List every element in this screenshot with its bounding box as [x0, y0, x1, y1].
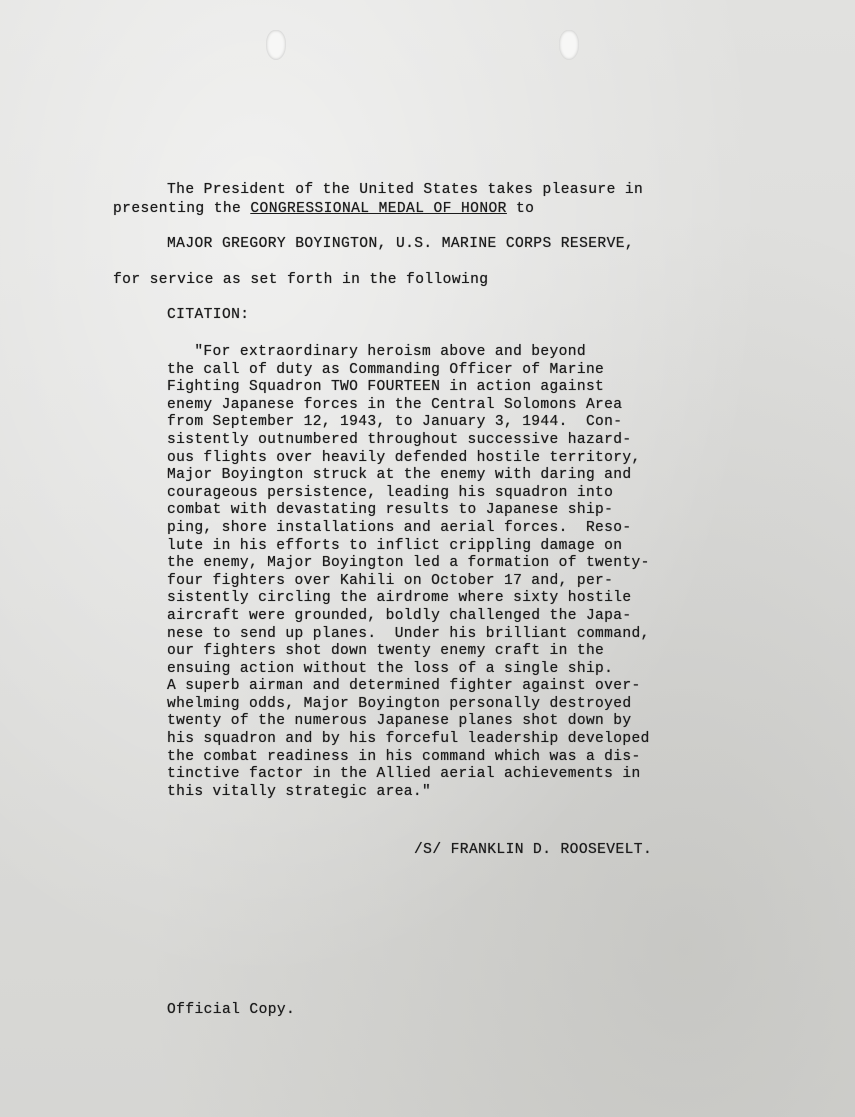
recipient-line: MAJOR GREGORY BOYINGTON, U.S. MARINE CORPS RESERVE, [167, 236, 635, 252]
citation-line: from September 12, 1943, to January 3, 1944. Con- [167, 414, 623, 431]
citation-line: nese to send up planes. Under his brilliant command, [167, 625, 650, 642]
citation-line: his squadron and by his forceful leadership developed [167, 731, 650, 748]
service-line: for service as set forth in the following [113, 272, 489, 288]
citation-line: "For extraordinary heroism above and beyond [167, 344, 586, 360]
citation-line: this vitally strategic area." [167, 783, 432, 800]
citation-line: sistently circling the airdrome where sixty hostile [167, 590, 632, 607]
citation-line: lute in his efforts to inflict crippling damage on [167, 537, 623, 554]
citation-heading: CITATION: [167, 307, 250, 323]
citation-line: tinctive factor in the Allied aerial achievements in [167, 766, 641, 783]
intro-line-1: The President of the United States takes pleasure in [167, 182, 644, 198]
punch-hole-left [266, 30, 286, 60]
punch-hole-right [559, 30, 579, 60]
citation-line: whelming odds, Major Boyington personally destroyed [167, 695, 632, 712]
official-copy-footer: Official Copy. [167, 1002, 296, 1018]
citation-line: enemy Japanese forces in the Central Solomons Area [167, 396, 623, 413]
citation-body [167, 344, 650, 801]
citation-line: four fighters over Kahili on October 17 and, per- [167, 572, 614, 589]
intro-line-2-suffix: to [506, 201, 535, 217]
citation-line: ping, shore installations and aerial forces. Reso- [167, 519, 632, 536]
signature-line: /S/ FRANKLIN D. ROOSEVELT. [414, 842, 653, 858]
citation-line: aircraft were grounded, boldly challenged the Japa- [167, 607, 632, 624]
citation-line: the call of duty as Commanding Officer of Marine [167, 361, 605, 378]
medal-name: CONGRESSIONAL MEDAL OF HONOR [250, 201, 507, 217]
citation-line: Fighting Squadron TWO FOURTEEN in action against [167, 379, 605, 396]
intro-line-2 [113, 201, 534, 217]
citation-line: ous flights over heavily defended hostile territory, [167, 449, 641, 466]
citation-line: sistently outnumbered throughout successive hazard- [167, 431, 632, 448]
citation-line: courageous persistence, leading his squadron into [167, 484, 614, 501]
citation-line: our fighters shot down twenty enemy craft in the [167, 643, 605, 660]
citation-line: twenty of the numerous Japanese planes shot down by [167, 713, 632, 730]
citation-line: ensuing action without the loss of a single ship. [167, 660, 614, 677]
intro-line-2-prefix: presenting the [113, 201, 251, 217]
citation-line: combat with devastating results to Japanese ship- [167, 502, 614, 519]
citation-line: the combat readiness in his command which was a dis- [167, 748, 641, 765]
citation-line: Major Boyington struck at the enemy with daring and [167, 467, 632, 484]
citation-line: the enemy, Major Boyington led a formation of twenty- [167, 555, 650, 572]
citation-line: A superb airman and determined fighter against over- [167, 678, 641, 695]
